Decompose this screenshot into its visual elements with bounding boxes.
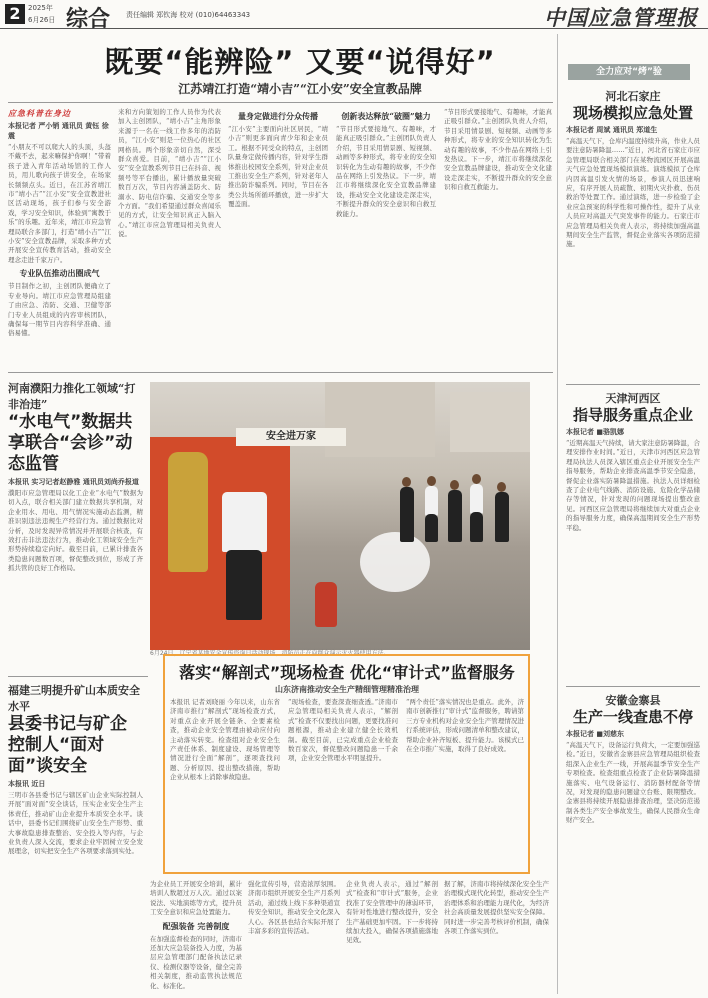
lower-text-d: 据了解，济南市将持续深化安全生产治理模式现代化转型，推动安全生产治理体系和治理能力现代化，为经济社会高质量发展提供坚实安全保障。同时进一步完善考核评价机制，确保各项工作落实到位。 [444,880,549,936]
left-story-2-title: 县委书记与矿企控制人“面对面”谈安全 [8,714,127,776]
right-story-1-byline: 本报记者 周斌 通讯员 郑道生 [566,126,658,134]
lead-story-subsection-2: 量身定做进行分众传播 [238,111,318,121]
lead-story-col-3 [228,108,328,370]
left-story-divider [8,676,148,677]
left-story-1-text: 濮阳市应急管理局以化工企业“水电气”数据为切入点，联合相关部门建立数据共享机制，对企业用水、用电、用气情况实施动态监测，精准识别违法违规生产经营行为。通过数据比对分析，及时发现异常情况并开展联合核查，有效打击非法违法行为，推动化工领域安全生产形势持续稳定向好。截至目前，已累计排查各类隐患问题数百项，督促整改到位，形成了齐抓共管的良好工作格局。 [8,489,143,573]
photo-crowd-person [425,486,438,516]
left-story-2-text: 三明市各县委书记与辖区矿山企业实际控制人开展“面对面”安全谈话，压实企业安全生产主体责任，推动矿山企业提升本质安全水平。谈话中，县委书记们围绕矿山安全生产形势、重大事故隐患排查整治、安全投入等内容，与企业负责人深入交流，要求企业牢固树立安全发展理念，切实把安全生产各项要求落到实处。 [8,791,143,856]
lower-text-c: 企业负责人表示，通过“解剖式”检查和“审计式”服务，企业找准了安全管理中的薄弱环节，有针对性地进行整改提升，安全生产基础更加牢固。下一步将持续加大投入，确保各项措施落地见效。 [346,880,438,945]
boxed-story-text-2: “现场检查，要查深查细查透。”济南市应急管理局相关负责人表示，“解剖式”检查不仅要找出问题，更要找准问题根源，推动企业建立健全长效机制。截至目前，已完成重点企业检查数百家次，督促整改问题隐患一千余项，企业安全管理水平明显提升。 [288,698,398,763]
lead-story-text-2: 来和方向策划的工作人员作为代表加入主创团队，“靖小吉”主角形象来源于一名在一线工作多年的消防员，“江小安”则是一位热心的社区网格员。两个形象亲切自然，深受群众喜爱。目前，“靖小吉”“江小安”安全宣教系列节目已在抖音、视频号等平台播出，累计播放量突破数百万次，节目内容涵盖防火、防溺水、防电信诈骗、交通安全等多个方面。“我们希望通过群众喜闻乐见的方式，让安全知识真正入脑入心。”靖江市应急管理局相关负责人说。 [118,108,221,239]
right-story-3 [566,692,700,992]
science-popularization-logo: 应急科普在身边 [8,109,71,118]
page-number: 2 [5,4,25,24]
right-divider-2 [566,686,700,687]
photo-building-right [450,392,530,452]
lead-story-text-5: “节目形式要接地气、有趣味，才能真正吸引群众。”主创团队负责人介绍，节目采用情景剧、短视频、动画等多种形式，将专业的安全知识转化为生动有趣的故事，不少作品在网络上引发热议。下一步，靖江市将继续深化安全宣教品牌建设，推动安全文化建设走深走实，不断提升群众的安全意识和自救互救能力。 [444,108,552,192]
right-story-2-region: 天津河西区 [605,392,661,405]
photo-crowd-person [495,492,509,542]
right-story-1-title: 现场模拟应急处置 [572,104,693,122]
boxed-story-text-3: “两个责任”落实情况也是重点。此外，济南市创新推行“审计式”监督服务，聘请第三方专业机构对企业安全生产管理情况进行系统评估，形成问题清单和整改建议，帮助企业补齐短板、提升能力。该模式已在全市推广实施，取得了良好成效。 [406,698,524,754]
right-column-divider [557,34,558,994]
left-story-1-title: “水电气”数据共享联合“会诊”动态监管 [8,412,133,474]
lead-story-text-1b: 节目制作之初，主创团队便确立了专业导向。靖江市应急管理局组建了由应急、消防、交通、卫健等部门专业人员组成的内容审核团队，确保每一期节目内容科学准确、通俗易懂。 [8,282,111,338]
lead-story-bottom-rule [8,372,553,373]
lower-col-a [150,880,242,995]
photo-caption: 6月24日，辽宁省某地安全宣传咨询日活动现场，消防员正在向群众演示灭火器使用方法。 [150,650,390,657]
lower-text-a2: 在加强监督检查的同时，济南市还加大应急装备投入力度，为基层应急管理部门配备执法记录仪、检测仪器等设备，健全完善相关制度，推动监管执法规范化、标准化。 [150,934,242,990]
right-story-3-title: 生产一线查患不停 [572,708,693,726]
editor-credits: 责任编辑 郑钦海 校对 (010)64463343 [126,11,251,19]
photo-crowd-head [472,474,481,484]
date-line-1: 2025年 [28,4,53,12]
right-story-1-region: 河北石家庄 [605,90,661,103]
lead-story-col-4 [336,108,436,370]
right-column-tag: 全力应对“烤”验 [568,64,690,80]
right-story-2-title: 指导服务重点企业 [572,406,693,424]
lead-story-byline: 本报记者 严小销 通讯员 黄钰 徐震 [8,122,109,140]
left-story-2-byline: 本报讯 近日 [8,780,46,788]
photo-crowd-head [450,480,459,490]
left-story-2-tag: 福建三明提升矿山本质安全水平 [8,684,140,713]
right-story-3-region: 安徽金寨县 [605,694,661,707]
photo-smoke [360,532,430,592]
lower-text-a: 为企业员工开展安全培训，累计培训人数超过万人次。通过以案说法、实地演练等方式，提升员工安全意识和应急处置能力。 [150,880,242,917]
section-name: 综合 [66,6,111,32]
lead-story-subsection-3: 创新表达释放“破圈”魅力 [341,111,431,121]
main-headline: 既要“能辨险” 又要“说得好” [104,45,496,79]
lower-col-b [248,880,340,995]
photo-extinguisher [315,582,337,627]
photo-crowd-person [400,487,414,542]
right-story-2-byline: 本报记者 ■骆凯娜 [566,428,625,436]
right-story-1-text: “高温天气下，仓库内温度持续升高，作业人员要注意防暑降温……”近日，河北省石家庄市应急管理局联合相关部门在某物流园区开展高温天气应急处置现场模拟演练。演练模拟了仓库内因高温引发火情的场景，参演人员迅速响应，有序开展人员疏散、初期火灾扑救、伤员救治等处置工作。通过演练，进一步检验了企业应急预案的科学性和可操作性，提升了从业人员应对高温天气突发事件的能力。石家庄市应急管理局相关负责人表示，将持续加强高温期间安全生产监管，督促企业落实各项防范措施。 [566,137,700,249]
lead-story-text-1: “小朋友不可以爬大人的头顶，头盔不戴不去，起来嘛保护你啊！”带着孩子进入青年活动场馆的工作人员，用儿歌向孩子讲安全，在场家长频频点头。近日，在江苏省靖江市“靖小吉”“江小安”安全宣教进社区活动现场，孩子们参与安全游戏，学习安全知识，体验到“寓教于乐”的乐趣。近年来，靖江市应急管理局联合多部门，打造“靖小吉”“江小安”安全宣教品牌，采取多种方式开展安全宣传教育活动，推动安全理念走进千家万户。 [8,143,111,264]
left-story-1 [8,380,143,645]
photo-crowd-person [470,484,483,514]
photo-crowd-person [448,490,462,542]
masthead [0,0,708,32]
photo-crowd-head [497,482,506,492]
boxed-story-col-2 [288,698,398,868]
lower-col-d [444,880,549,995]
photo-crowd-person [425,514,438,542]
lead-story-col-2 [118,108,221,370]
photo-person-trousers [226,550,262,620]
photo-person-white-shirt [222,492,267,552]
photo-crowd-head [402,477,411,487]
photo-banner-text: 安全进万家 [236,428,346,446]
lead-story-subsection-1: 专业队伍推动出圈成气 [19,268,100,279]
lead-story-col-5 [444,108,552,370]
lower-text-b: 强化宣传引导，营造浓厚氛围。济南市组织开展安全生产月系列活动，通过线上线下多种渠道宣传安全知识，推动安全文化深入人心。各区县也结合实际开展了丰富多彩的宣传活动。 [248,880,340,936]
right-divider-1 [566,384,700,385]
lead-story-col-1 [8,108,111,370]
main-subheadline: 江苏靖江打造“靖小吉”“江小安”安全宣教品牌 [178,82,422,96]
boxed-story-col-1 [170,698,280,868]
photo-firefighter [168,452,208,572]
boxed-story-title: 落实“解剖式”现场检查 优化“审计式”监督服务 [179,663,515,682]
right-story-3-byline: 本报记者 ■刘慈东 [566,730,625,738]
right-story-3-text: “高温天气下，设备运行负荷大，一定要加强巡检。”近日，安徽省金寨县应急管理局组织检查组深入企业生产一线，开展高温季节安全生产专项检查。检查组重点检查了企业防暑降温措施落实、电气设备运行、消防器材配备等情况，对发现的隐患问题建立台账、限期整改。金寨县将持续开展隐患排查治理，坚决防范遏制各类生产安全事故发生，确保人民群众生命财产安全。 [566,741,700,825]
left-story-1-tag: 河南濮阳力推化工领域“打非治违” [8,382,136,411]
news-photo [150,382,530,650]
boxed-story-col-3 [406,698,524,868]
left-story-2 [8,682,143,992]
right-story-2-text: “近期高温天气持续，请大家注意防暑降温，合理安排作业时间。”近日，天津市河西区应急管理局执法人员深入辖区重点企业开展安全生产指导服务，帮助企业排查高温季节安全隐患，督促企业落实防暑降温措施。执法人员详细检查了企业电气线路、消防设施、危险化学品储存等情况，针对发现的问题现场提出整改意见。河西区应急管理局将继续加大对重点企业的指导服务力度，确保高温期间安全生产形势平稳。 [566,439,700,532]
photo-crowd-head [427,476,436,486]
newspaper-name: 中国应急管理报 [544,5,698,30]
lead-story-text-4: “节目形式要接地气、有趣味，才能真正吸引群众。”主创团队负责人介绍，节目采用情景剧、短视频、动画等多种形式，将专业的安全知识转化为生动有趣的故事，不少作品在网络上引发热议。下一步，靖江市将继续深化安全宣教品牌建设，推动安全文化建设走深走实，不断提升群众的安全意识和自救互救能力。 [336,125,436,218]
lead-story-text-3: “江小安”主要面向社区居民，“靖小吉”则更多面向青少年和企业员工。根据不同受众的特点，主创团队量身定做传播内容，针对学生群体推出校园安全系列，针对企业员工推出安全生产系列，针对老年人推出防诈骗系列。同时，节目在各类公共场所循环播放，进一步扩大覆盖面。 [228,125,328,209]
date-line-2: 6月26日 [28,16,56,24]
headline-rule [8,102,553,103]
lower-subsection: 配强装备 完善制度 [162,920,230,931]
boxed-story-text-1: 本报讯 记者刘晓丽 今年以来，山东省济南市推行“解剖式”现场检查方式，对重点企业开展全链条、全要素检查，推动企业安全管理由被动应付向主动落实转变。检查组对企业安全生产责任体系、制度建设、现场管理等情况进行全面“解剖”，逐项查找问题、分析原因、提出整改措施，帮助企业从根本上消除事故隐患。 [170,698,280,782]
right-story-1 [566,88,700,378]
photo-crowd-person [470,512,483,542]
left-story-1-byline: 本报讯 实习记者赵静雅 通讯员刘尚乔报道 [8,478,139,486]
boxed-story-subtitle: 山东济南推动安全生产精细管理精准治理 [275,684,419,694]
lower-col-c [346,880,438,995]
right-story-2 [566,390,700,680]
